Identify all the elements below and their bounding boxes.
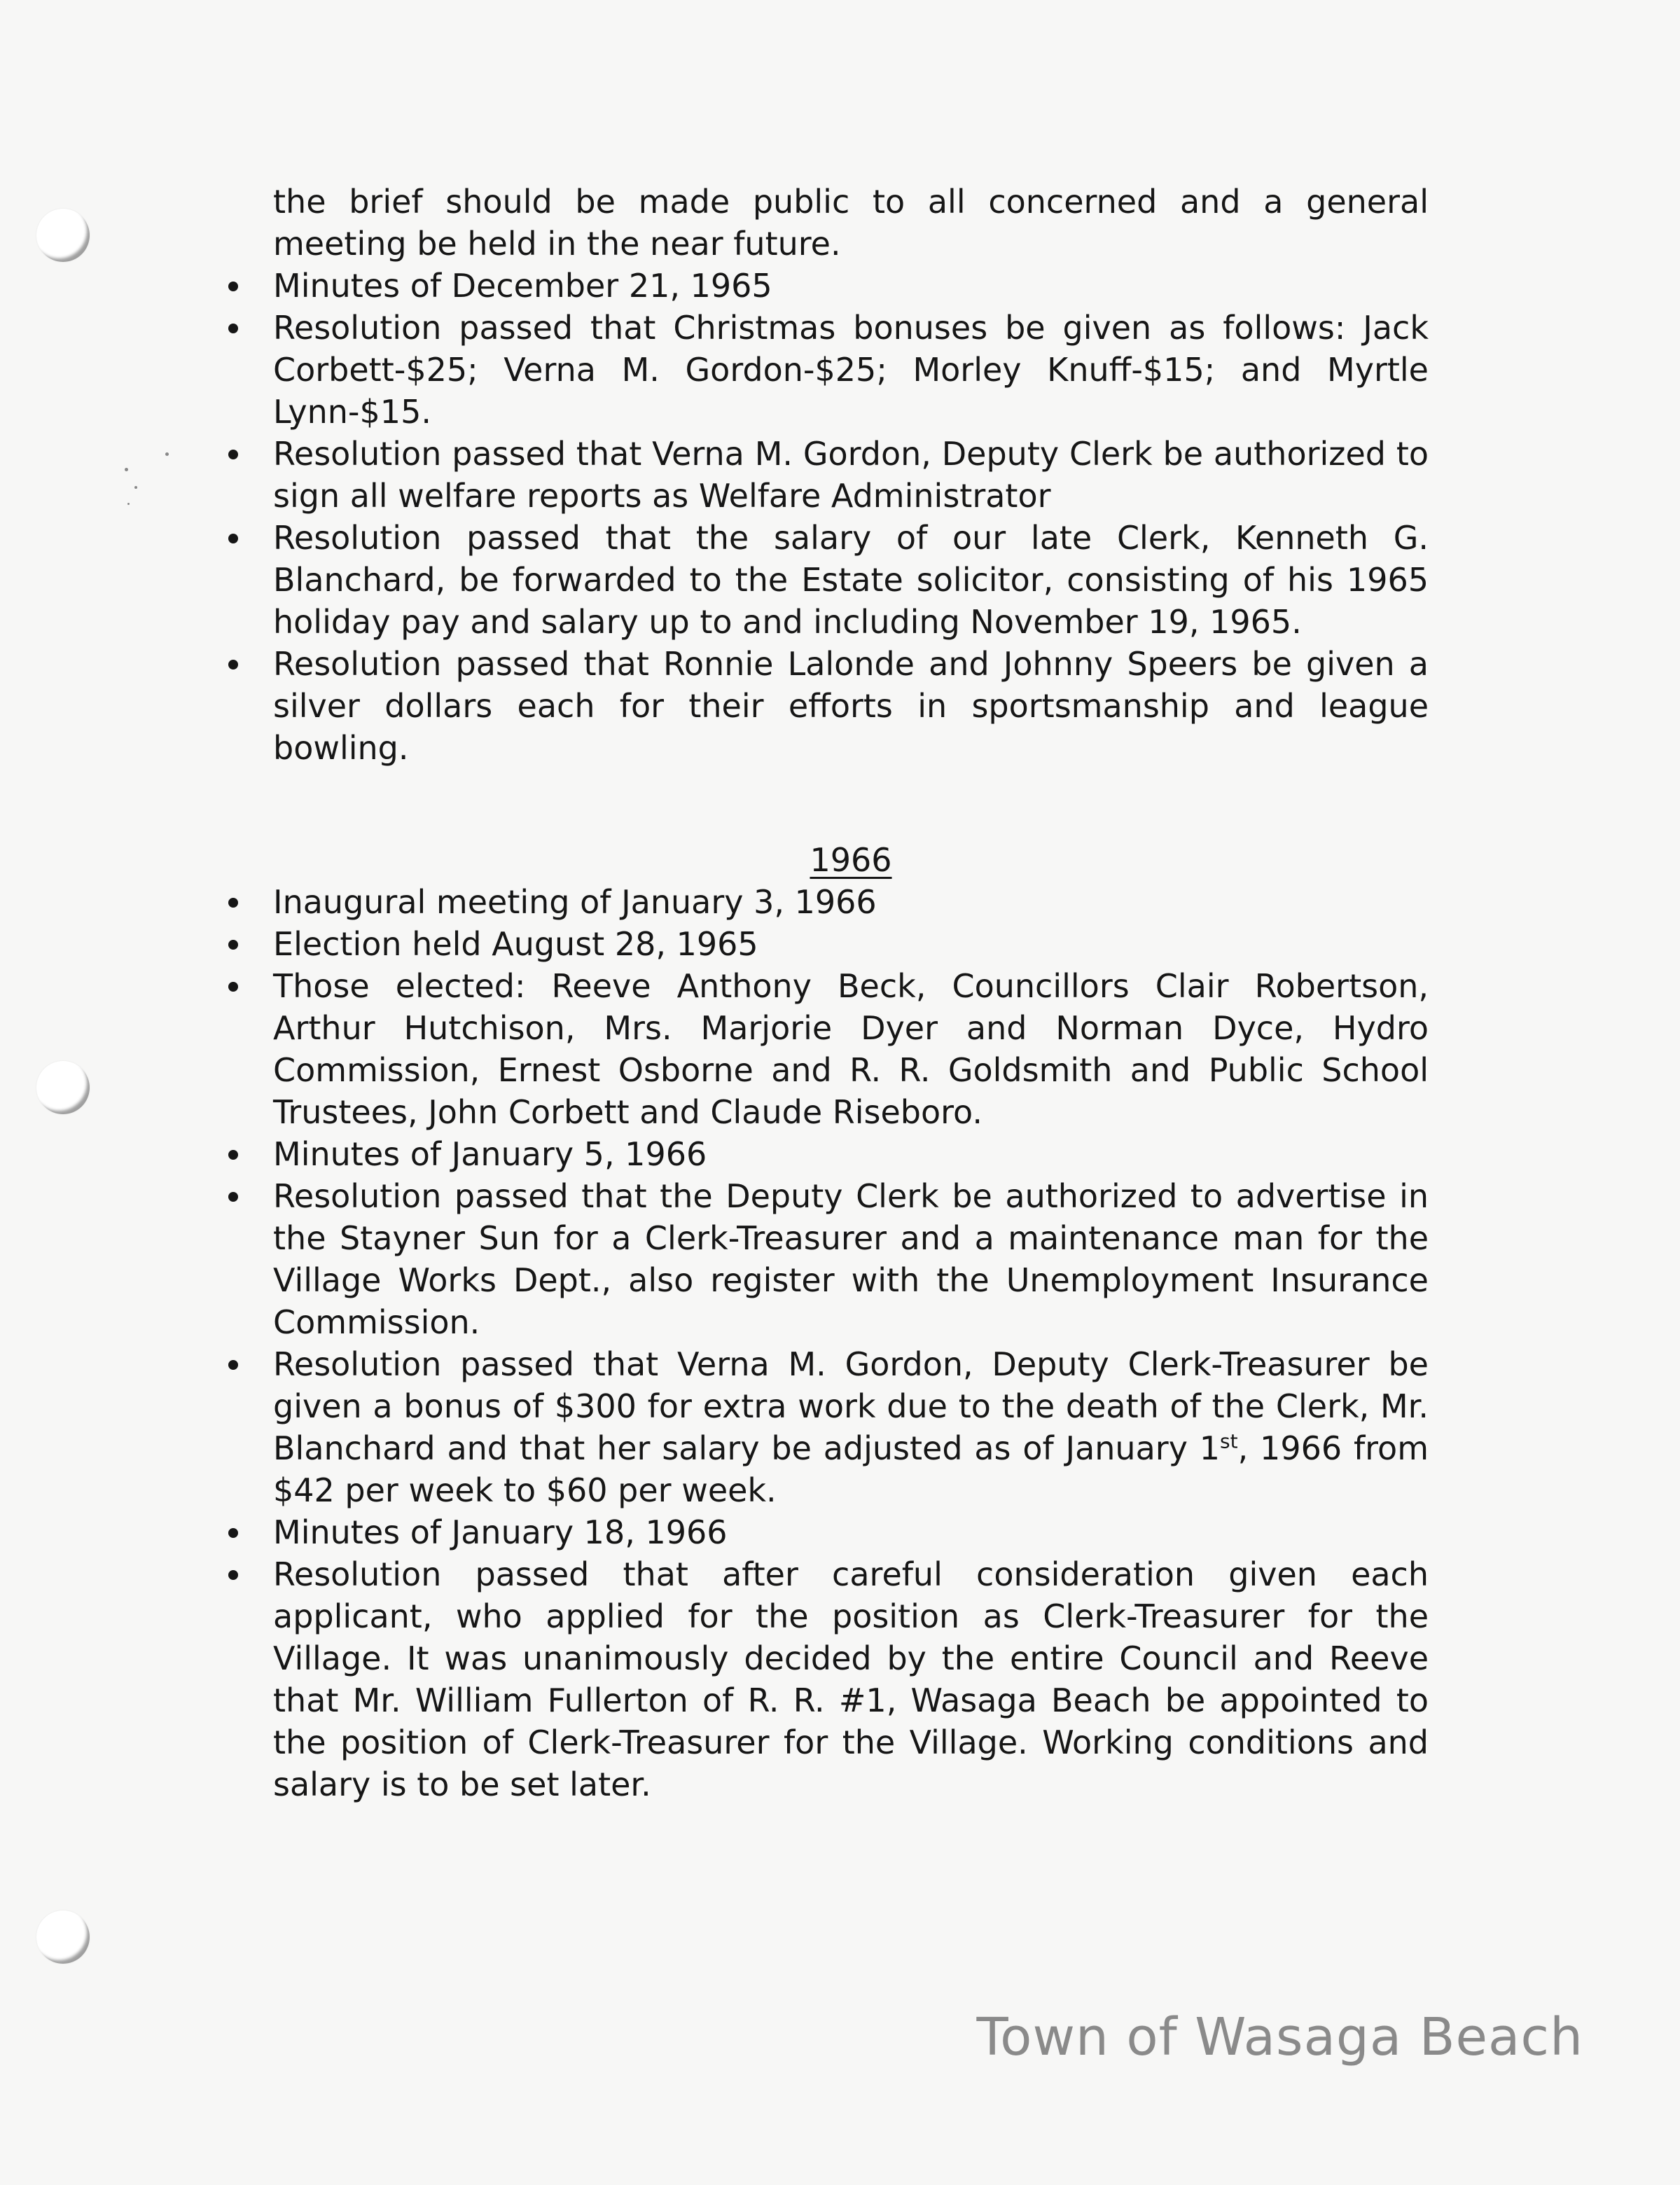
scan-speck — [125, 468, 128, 471]
list-item: Resolution passed that Verna M. Gordon, Deputy Clerk be authorized to sign all welfare reports as Welfare Administrator — [273, 433, 1429, 517]
watermark-town-of-wasaga-beach: Town of Wasaga Beach — [976, 2007, 1583, 2067]
bullet-list-jan-18-1966 — [273, 1511, 1429, 1805]
salary-text-start: Resolution passed that Verna M. Gordon, Deputy Clerk-Treasurer be given a bonus of $300 for extra work due to the death of the Clerk, Mr. Blanchard and that her salary be adjusted as of January 1 — [273, 1345, 1429, 1467]
list-item: Minutes of January 18, 1966 — [273, 1511, 1429, 1553]
intro-paragraph: the brief should be made public to all concerned and a general meeting be held in the near future. — [273, 183, 1429, 263]
bullet-list-jan-5-1966 — [273, 1133, 1429, 1511]
list-item: Resolution passed that the salary of our late Clerk, Kenneth G. Blanchard, be forwarded to the Estate solicitor, consisting of his 1965 holiday pay and salary up to and including November 19, 1965. — [273, 517, 1429, 643]
list-item: Those elected: Reeve Anthony Beck, Councillors Clair Robertson, Arthur Hutchison, Mrs. Marjorie Dyer and Norman Dyce, Hydro Commission, Ernest Osborne and R. R. Goldsmith and Public School Trustees, John Corbett and Claude Riseboro. — [273, 965, 1429, 1133]
ordinal-suffix: st — [1220, 1429, 1238, 1453]
scan-speck — [134, 486, 137, 489]
list-item: Minutes of January 5, 1966 — [273, 1133, 1429, 1175]
bullet-list-dec-21-1965 — [273, 265, 1429, 769]
list-item: Election held August 28, 1965 — [273, 923, 1429, 965]
binder-hole-top — [36, 209, 90, 262]
list-item-salary-resolution — [273, 1343, 1429, 1511]
salary-text-end: , 1966 from $42 per week to $60 per week. — [273, 1429, 1429, 1509]
scan-speck — [165, 452, 169, 456]
list-item: Resolution passed that Ronnie Lalonde and Johnny Speers be given a silver dollars each for their efforts in sportsmanship and league bowling. — [273, 643, 1429, 769]
list-item: Minutes of December 21, 1965 — [273, 265, 1429, 307]
list-item: Inaugural meeting of January 3, 1966 — [273, 881, 1429, 923]
scan-speck — [127, 503, 130, 505]
year-heading: 1966 — [810, 841, 892, 879]
list-item: Resolution passed that Christmas bonuses be given as follows: Jack Corbett-$25; Verna M. Gordon-$25; Morley Knuff-$15; and Myrtle Lynn-$15. — [273, 307, 1429, 433]
bullet-list-jan-3-1966 — [273, 881, 1429, 1133]
list-item: Resolution passed that after careful consideration given each applicant, who applied for the position as Clerk-Treasurer for the Village. It was unanimously decided by the entire Council and Reeve that Mr. William Fullerton of R. R. #1, Wasaga Beach be appointed to the position of Clerk-Treasurer for the Village. Working conditions and salary is to be set later. — [273, 1553, 1429, 1805]
binder-hole-middle — [36, 1061, 90, 1114]
document-body — [273, 181, 1429, 1805]
list-item: Resolution passed that the Deputy Clerk be authorized to advertise in the Stayner Sun for a Clerk-Treasurer and a maintenance man for the Village Works Dept., also register with the Unemployment Insurance Commission. — [273, 1175, 1429, 1343]
binder-hole-bottom — [36, 1910, 90, 1964]
